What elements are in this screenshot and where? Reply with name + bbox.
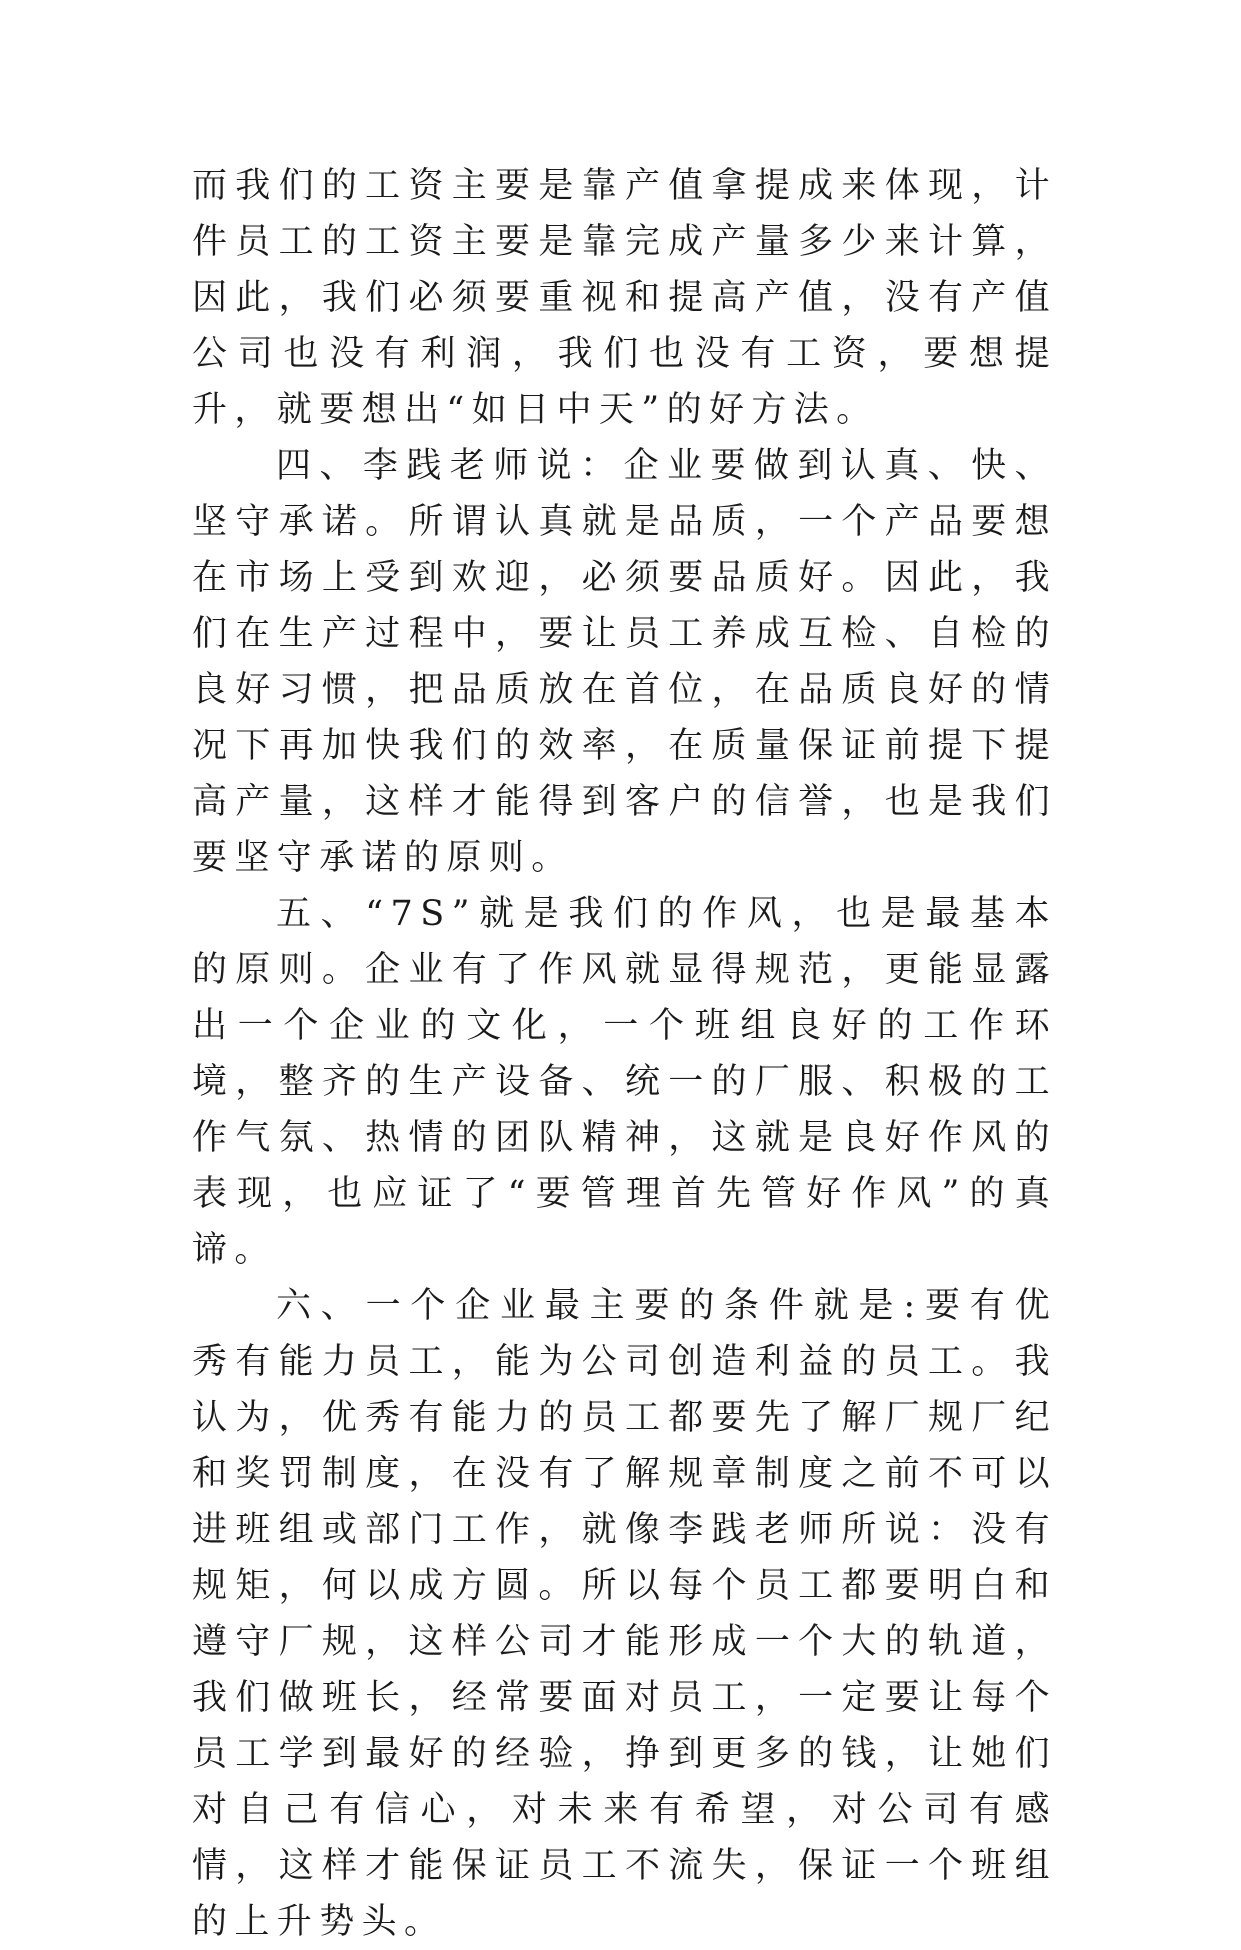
paragraph-section-5: 五、“7S”就是我们的作风，也是最基本的原则。企业有了作风就显得规范，更能显露出一个企业的文化，一个班组良好的工作环境，整齐的生产设备、统一的厂服、积极的工作气氛、热情的团队精神，这就是良好作风的表现，也应证了“要管理首先管好作风”的真谛。 [192,894,1057,1270]
paragraph-continued: 而我们的工资主要是靠产值拿提成来体现，计件员工的工资主要是靠完成产量多少来计算，因此，我们必须要重视和提高产值，没有产值公司也没有利润，我们也没有工资，要想提升，就要想出“如日中天”的好方法。 [192,166,1057,430]
document-body [192,158,1057,1950]
paragraph-section-4: 四、李践老师说：企业要做到认真、快、坚守承诺。所谓认真就是品质，一个产品要想在市场上受到欢迎，必须要品质好。因此，我们在生产过程中，要让员工养成互检、自检的良好习惯，把品质放在首位，在品质良好的情况下再加快我们的效率，在质量保证前提下提高产量，这样才能得到客户的信誉，也是我们要坚守承诺的原则。 [192,446,1057,878]
paragraph-section-6: 六、一个企业最主要的条件就是:要有优秀有能力员工，能为公司创造利益的员工。我认为，优秀有能力的员工都要先了解厂规厂纪和奖罚制度，在没有了解规章制度之前不可以进班组或部门工作，就像李践老师所说：没有规矩，何以成方圆。所以每个员工都要明白和遵守厂规，这样公司才能形成一个大的轨道，我们做班长，经常要面对员工，一定要让每个员工学到最好的经验，挣到更多的钱，让她们对自己有信心，对未来有希望，对公司有感情，这样才能保证员工不流失，保证一个班组的上升势头。 [192,1286,1057,1942]
